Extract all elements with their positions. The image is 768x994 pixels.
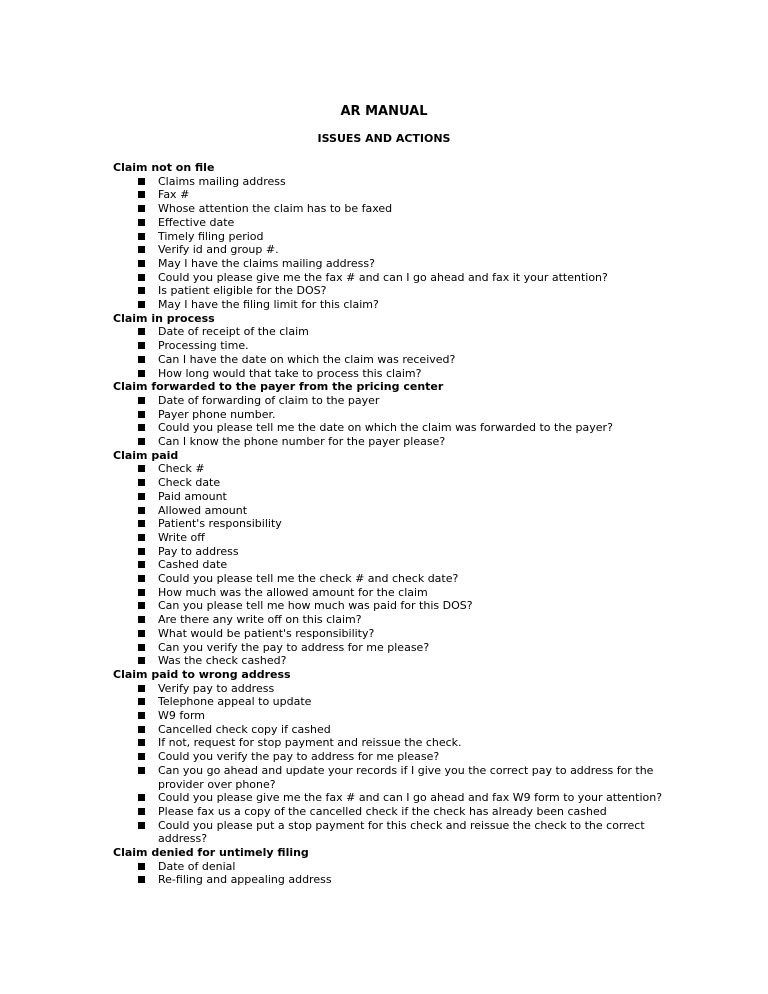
list-item-text: Can you verify the pay to address for me please? bbox=[158, 640, 430, 654]
square-bullet-icon bbox=[138, 589, 145, 596]
square-bullet-icon bbox=[138, 753, 145, 760]
square-bullet-icon bbox=[138, 548, 145, 555]
list-item bbox=[113, 599, 673, 613]
square-bullet-icon bbox=[138, 479, 145, 486]
list-item bbox=[113, 325, 673, 339]
section-heading: Claim paid bbox=[113, 448, 179, 462]
square-bullet-icon bbox=[138, 438, 145, 445]
list-item-text: Are there any write off on this claim? bbox=[158, 613, 362, 627]
list-item-text: Patient's responsibility bbox=[158, 517, 282, 531]
square-bullet-icon bbox=[138, 370, 145, 377]
list-item-text: Whose attention the claim has to be faxed bbox=[158, 202, 393, 216]
square-bullet-icon bbox=[138, 561, 145, 568]
list-item bbox=[113, 230, 673, 244]
list-item bbox=[113, 613, 673, 627]
list-item-text: Check # bbox=[158, 462, 205, 476]
square-bullet-icon bbox=[138, 342, 145, 349]
list-item bbox=[113, 257, 673, 271]
list-item-text: Check date bbox=[158, 476, 221, 490]
list-item-text: What would be patient's responsibility? bbox=[158, 626, 375, 640]
list-item bbox=[113, 476, 673, 490]
list-item bbox=[113, 860, 673, 874]
list-item-text: Date of forwarding of claim to the payer bbox=[158, 393, 380, 407]
section-heading: Claim forwarded to the payer from the pricing center bbox=[113, 380, 444, 394]
bullet-list bbox=[113, 860, 673, 887]
list-item bbox=[113, 695, 673, 709]
list-item-text: Verify id and group #. bbox=[158, 243, 279, 257]
list-item-text: Fax # bbox=[158, 188, 190, 202]
square-bullet-icon bbox=[138, 260, 145, 267]
list-item-text: Could you please tell me the date on which the claim was forwarded to the payer? bbox=[158, 421, 613, 435]
square-bullet-icon bbox=[138, 822, 145, 829]
list-item-text: May I have the filing limit for this claim? bbox=[158, 298, 379, 312]
list-item bbox=[113, 462, 673, 476]
list-item-text: Date of receipt of the claim bbox=[158, 325, 309, 339]
list-item-text: Payer phone number. bbox=[158, 407, 276, 421]
square-bullet-icon bbox=[138, 712, 145, 719]
list-item bbox=[113, 421, 673, 435]
list-item-text: Can you go ahead and update your records if I give you the correct pay to address for the provider over phone? bbox=[158, 763, 654, 791]
bullet-list bbox=[113, 175, 673, 312]
list-item-text: Claims mailing address bbox=[158, 174, 286, 188]
square-bullet-icon bbox=[138, 191, 145, 198]
list-item bbox=[113, 805, 673, 819]
section bbox=[113, 846, 673, 887]
list-item bbox=[113, 764, 673, 791]
list-item bbox=[113, 682, 673, 696]
square-bullet-icon bbox=[138, 876, 145, 883]
square-bullet-icon bbox=[138, 794, 145, 801]
section-heading: Claim denied for untimely filing bbox=[113, 846, 309, 860]
list-item-text: Is patient eligible for the DOS? bbox=[158, 284, 327, 298]
list-item-text: May I have the claims mailing address? bbox=[158, 256, 375, 270]
section bbox=[113, 668, 673, 846]
list-item-text: Telephone appeal to update bbox=[158, 695, 312, 709]
list-item bbox=[113, 586, 673, 600]
square-bullet-icon bbox=[138, 465, 145, 472]
list-item-text: If not, request for stop payment and reissue the check. bbox=[158, 736, 462, 750]
square-bullet-icon bbox=[138, 575, 145, 582]
list-item-text: How much was the allowed amount for the claim bbox=[158, 585, 428, 599]
square-bullet-icon bbox=[138, 493, 145, 500]
square-bullet-icon bbox=[138, 685, 145, 692]
list-item-text: Could you please give me the fax # and can I go ahead and fax W9 form to your attention? bbox=[158, 791, 663, 805]
section bbox=[113, 380, 673, 449]
list-item-text: How long would that take to process this claim? bbox=[158, 366, 422, 380]
square-bullet-icon bbox=[138, 520, 145, 527]
section bbox=[113, 161, 673, 312]
list-item-text: Pay to address bbox=[158, 544, 239, 558]
list-item bbox=[113, 517, 673, 531]
square-bullet-icon bbox=[138, 863, 145, 870]
list-item bbox=[113, 558, 673, 572]
square-bullet-icon bbox=[138, 507, 145, 514]
square-bullet-icon bbox=[138, 356, 145, 363]
square-bullet-icon bbox=[138, 424, 145, 431]
square-bullet-icon bbox=[138, 698, 145, 705]
document-title: AR MANUAL bbox=[340, 104, 428, 119]
list-item-text: Could you please put a stop payment for this check and reissue the check to the correct address? bbox=[158, 818, 645, 846]
square-bullet-icon bbox=[138, 219, 145, 226]
list-item bbox=[113, 353, 673, 367]
square-bullet-icon bbox=[138, 657, 145, 664]
list-item-text: Processing time. bbox=[158, 339, 249, 353]
list-item-text: Could you please tell me the check # and check date? bbox=[158, 572, 459, 586]
square-bullet-icon bbox=[138, 534, 145, 541]
section bbox=[113, 312, 673, 381]
list-item-text: Verify pay to address bbox=[158, 681, 275, 695]
square-bullet-icon bbox=[138, 644, 145, 651]
list-item-text: Re-filing and appealing address bbox=[158, 873, 332, 887]
list-item bbox=[113, 367, 673, 381]
list-item bbox=[113, 271, 673, 285]
section-heading: Claim not on file bbox=[113, 161, 215, 174]
square-bullet-icon bbox=[138, 616, 145, 623]
list-item bbox=[113, 298, 673, 312]
list-item-text: Paid amount bbox=[158, 489, 227, 503]
list-item bbox=[113, 750, 673, 764]
square-bullet-icon bbox=[138, 246, 145, 253]
list-item-text: Write off bbox=[158, 530, 205, 544]
list-item bbox=[113, 545, 673, 559]
square-bullet-icon bbox=[138, 602, 145, 609]
square-bullet-icon bbox=[138, 630, 145, 637]
list-item bbox=[113, 216, 673, 230]
square-bullet-icon bbox=[138, 301, 145, 308]
list-item bbox=[113, 408, 673, 422]
list-item bbox=[113, 243, 673, 257]
square-bullet-icon bbox=[138, 274, 145, 281]
list-item bbox=[113, 284, 673, 298]
list-item bbox=[113, 709, 673, 723]
list-item bbox=[113, 641, 673, 655]
list-item bbox=[113, 188, 673, 202]
square-bullet-icon bbox=[138, 178, 145, 185]
bullet-list bbox=[113, 462, 673, 668]
section-heading: Claim paid to wrong address bbox=[113, 667, 291, 681]
square-bullet-icon bbox=[138, 726, 145, 733]
list-item-text: Date of denial bbox=[158, 859, 236, 873]
list-item-text: Can I know the phone number for the payer please? bbox=[158, 435, 446, 449]
list-item bbox=[113, 736, 673, 750]
list-item-text: W9 form bbox=[158, 709, 206, 723]
list-item-text: Can I have the date on which the claim was received? bbox=[158, 352, 456, 366]
list-item bbox=[113, 791, 673, 805]
bullet-list bbox=[113, 325, 673, 380]
list-item bbox=[113, 339, 673, 353]
list-item bbox=[113, 202, 673, 216]
square-bullet-icon bbox=[138, 205, 145, 212]
list-item-text: Effective date bbox=[158, 215, 235, 229]
list-item bbox=[113, 175, 673, 189]
list-item-text: Could you verify the pay to address for me please? bbox=[158, 750, 440, 764]
list-item-text: Please fax us a copy of the cancelled check if the check has already been cashed bbox=[158, 804, 607, 818]
list-item bbox=[113, 819, 673, 846]
list-item-text: Could you please give me the fax # and can I go ahead and fax it your attention? bbox=[158, 270, 608, 284]
list-item bbox=[113, 490, 673, 504]
list-item bbox=[113, 394, 673, 408]
document-body bbox=[113, 161, 673, 887]
square-bullet-icon bbox=[138, 739, 145, 746]
square-bullet-icon bbox=[138, 808, 145, 815]
list-item bbox=[113, 723, 673, 737]
list-item-text: Cashed date bbox=[158, 558, 228, 572]
list-item-text: Cancelled check copy if cashed bbox=[158, 722, 331, 736]
square-bullet-icon bbox=[138, 767, 145, 774]
list-item bbox=[113, 504, 673, 518]
square-bullet-icon bbox=[138, 233, 145, 240]
bullet-list bbox=[113, 394, 673, 449]
section-heading: Claim in process bbox=[113, 311, 215, 325]
list-item-text: Allowed amount bbox=[158, 503, 248, 517]
list-item bbox=[113, 572, 673, 586]
list-item-text: Timely filing period bbox=[158, 229, 264, 243]
list-item bbox=[113, 531, 673, 545]
bullet-list bbox=[113, 682, 673, 846]
list-item-text: Was the check cashed? bbox=[158, 654, 287, 668]
square-bullet-icon bbox=[138, 411, 145, 418]
list-item bbox=[113, 627, 673, 641]
square-bullet-icon bbox=[138, 287, 145, 294]
square-bullet-icon bbox=[138, 328, 145, 335]
list-item bbox=[113, 873, 673, 887]
document-subtitle: ISSUES AND ACTIONS bbox=[317, 132, 451, 145]
list-item-text: Can you please tell me how much was paid for this DOS? bbox=[158, 599, 473, 613]
square-bullet-icon bbox=[138, 397, 145, 404]
section bbox=[113, 449, 673, 668]
list-item bbox=[113, 654, 673, 668]
list-item bbox=[113, 435, 673, 449]
